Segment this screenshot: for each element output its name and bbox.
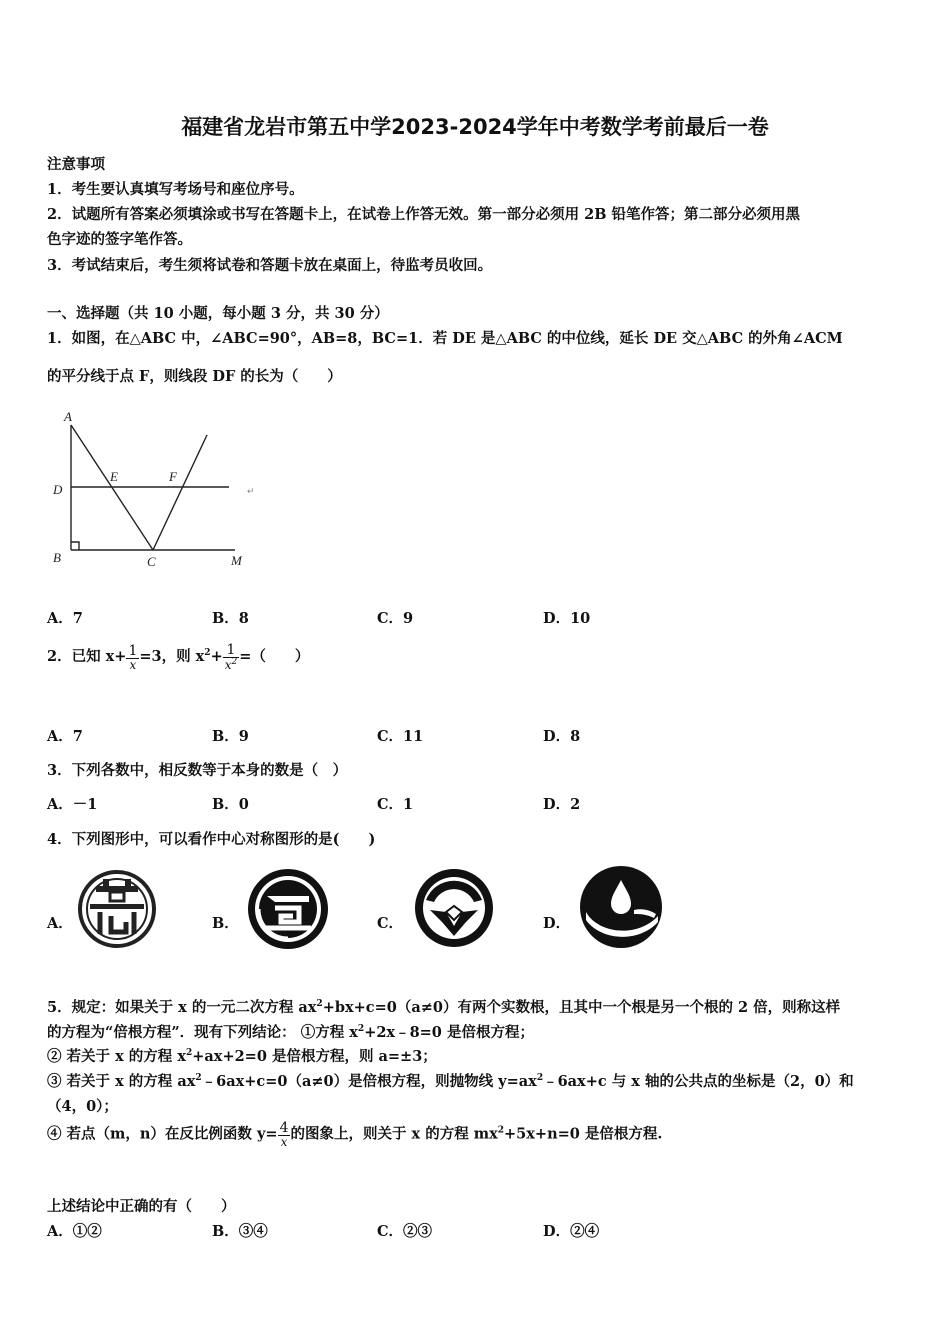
q5-l6c: +5x+n=0 是倍根方程.: [504, 1125, 663, 1143]
q2-prefix: 2．已知 x+: [47, 648, 127, 665]
q2-frac2-den: [223, 657, 240, 671]
q2-frac1-num: 1: [128, 642, 138, 659]
q1-option-c[interactable]: C．9: [377, 610, 414, 627]
q5-option-d[interactable]: D．②④: [543, 1223, 600, 1240]
q5-l3b: +ax+2=0 是倍根方程，则 a=±3；: [192, 1048, 437, 1065]
q5-line4: [47, 1070, 854, 1091]
notice-item-2: 2．试题所有答案必须填涂或书写在答题卡上，在试卷上作答无效。第一部分必须用 2B 铅笔作答；第二部分必须用黑: [47, 206, 801, 223]
label-a: A: [64, 409, 72, 424]
q2-frac2: [223, 643, 240, 671]
q5-l4b: ﹣6ax+c=0（a≠0）是倍根方程，则抛物线 y=ax: [201, 1073, 537, 1090]
section-heading: 一、选择题（共 10 小题，每小题 3 分，共 30 分）: [47, 305, 389, 322]
q2-option-a[interactable]: A．7: [47, 728, 83, 745]
label-m: M: [231, 553, 242, 568]
q5-l6b: 的图象上，则关于 x 的方程 mx: [290, 1125, 498, 1143]
q4-stem: 4．下列图形中，可以看作中心对称图形的是( ): [47, 831, 376, 848]
q5-l4a: ③ 若关于 x 的方程 ax: [47, 1073, 196, 1090]
q3-option-b[interactable]: B．0: [212, 796, 249, 813]
q5-sup3: 2: [185, 1048, 193, 1059]
q2-frac2-num: 1: [226, 642, 236, 658]
label-d: D: [53, 482, 63, 497]
q5-line2: [47, 1021, 534, 1042]
q4-option-d[interactable]: D．: [543, 915, 571, 932]
q5-sup4: 2: [195, 1073, 202, 1084]
q2-frac1-den: x: [126, 658, 139, 671]
q1-line2: 的平分线于点 F，则线段 DF 的长为（ ）: [47, 368, 342, 385]
q1-option-d[interactable]: D．10: [543, 610, 591, 627]
q3-option-a[interactable]: A．－1: [47, 796, 98, 813]
q5-sup5: 2: [536, 1073, 544, 1084]
q5-l6a: ④ 若点（m，n）在反比例函数 y=: [47, 1125, 278, 1143]
q2-suffix: =（ ）: [239, 648, 310, 665]
q5-sup1: 2: [316, 999, 323, 1010]
q5-l3a: ② 若关于 x 的方程 x: [47, 1048, 186, 1065]
label-b: B: [53, 550, 61, 565]
q5-l4c: ﹣6ax+c 与 x 轴的公共点的坐标是（2，0）和: [543, 1073, 854, 1090]
page-title: 福建省龙岩市第五中学2023-2024学年中考数学考前最后一卷: [181, 115, 769, 139]
q5-frac: [278, 1121, 291, 1148]
q2-sup1: 2: [204, 648, 211, 659]
right-angle-mark: [71, 542, 79, 550]
q5-l1a: 5．规定：如果关于 x 的一元二次方程 ax: [47, 999, 317, 1016]
label-f: F: [169, 469, 177, 484]
q5-option-a[interactable]: A．①②: [47, 1223, 102, 1240]
q5-line6: [47, 1121, 662, 1148]
q5-l2a: 的方程为“倍根方程”．现有下列结论： ①方程 x: [47, 1024, 358, 1041]
notice-item-1: 1．考生要认真填写考场号和座位序号。: [47, 181, 304, 198]
q2-frac1: [126, 644, 139, 671]
notice-item-3: 3．考试结束后，考生须将试卷和答题卡放在桌面上，待监考员收回。: [47, 257, 493, 274]
q5-sup2: 2: [357, 1024, 365, 1035]
q5-option-c[interactable]: C．②③: [377, 1223, 433, 1240]
q5-prompt: 上述结论中正确的有（ ）: [47, 1198, 236, 1215]
q2-frac2-den-x: x: [224, 658, 232, 672]
q1-option-a[interactable]: A．7: [47, 610, 83, 627]
return-mark: ↵: [247, 486, 255, 496]
segment-cf: [153, 435, 207, 550]
label-e: E: [110, 469, 118, 484]
q4-option-a[interactable]: A．: [47, 915, 73, 932]
q2-frac2-den-sup: 2: [231, 657, 238, 667]
q5-line5: （4，0）；: [47, 1098, 118, 1115]
q5-sup6: 2: [497, 1125, 505, 1136]
emblem-c-icon[interactable]: [412, 866, 496, 950]
emblem-b-icon[interactable]: [245, 866, 331, 952]
q3-option-d[interactable]: D．2: [543, 796, 581, 813]
q4-option-b[interactable]: B．: [212, 915, 239, 932]
q5-frac-den: x: [278, 1135, 291, 1148]
q2-option-b[interactable]: B．9: [212, 728, 249, 745]
emblem-a-icon[interactable]: [76, 868, 158, 950]
q2-mid: =3，则 x: [139, 648, 205, 665]
q5-line3: [47, 1045, 437, 1066]
q2-stem: [47, 643, 309, 671]
q2-option-d[interactable]: D．8: [543, 728, 581, 745]
triangle-figure: [47, 405, 267, 580]
q1-option-b[interactable]: B．8: [212, 610, 249, 627]
q5-option-b[interactable]: B．③④: [212, 1223, 268, 1240]
q3-option-c[interactable]: C．1: [377, 796, 414, 813]
q4-option-c[interactable]: C．: [377, 915, 404, 932]
q5-l2b: +2x﹣8=0 是倍根方程；: [364, 1024, 534, 1041]
notice-heading: 注意事项: [47, 156, 105, 173]
q2-mid2: +: [210, 648, 223, 665]
q5-line1: [47, 996, 840, 1017]
q5-frac-num: 4: [279, 1120, 289, 1136]
q1-line1: 1．如图，在△ABC 中，∠ABC=90°，AB=8，BC=1．若 DE 是△ABC 的中位线，延长 DE 交△ABC 的外角∠ACM: [47, 330, 843, 347]
notice-item-2-cont: 色字迹的签字笔作答。: [47, 231, 192, 248]
q5-l1b: +bx+c=0（a≠0）有两个实数根，且其中一个根是另一个根的 2 倍，则称这样: [322, 999, 841, 1016]
q3-stem: 3．下列各数中，相反数等于本身的数是（ ）: [47, 762, 348, 779]
emblem-d-icon[interactable]: [578, 864, 664, 950]
label-c: C: [147, 554, 156, 569]
q2-option-c[interactable]: C．11: [377, 728, 424, 745]
